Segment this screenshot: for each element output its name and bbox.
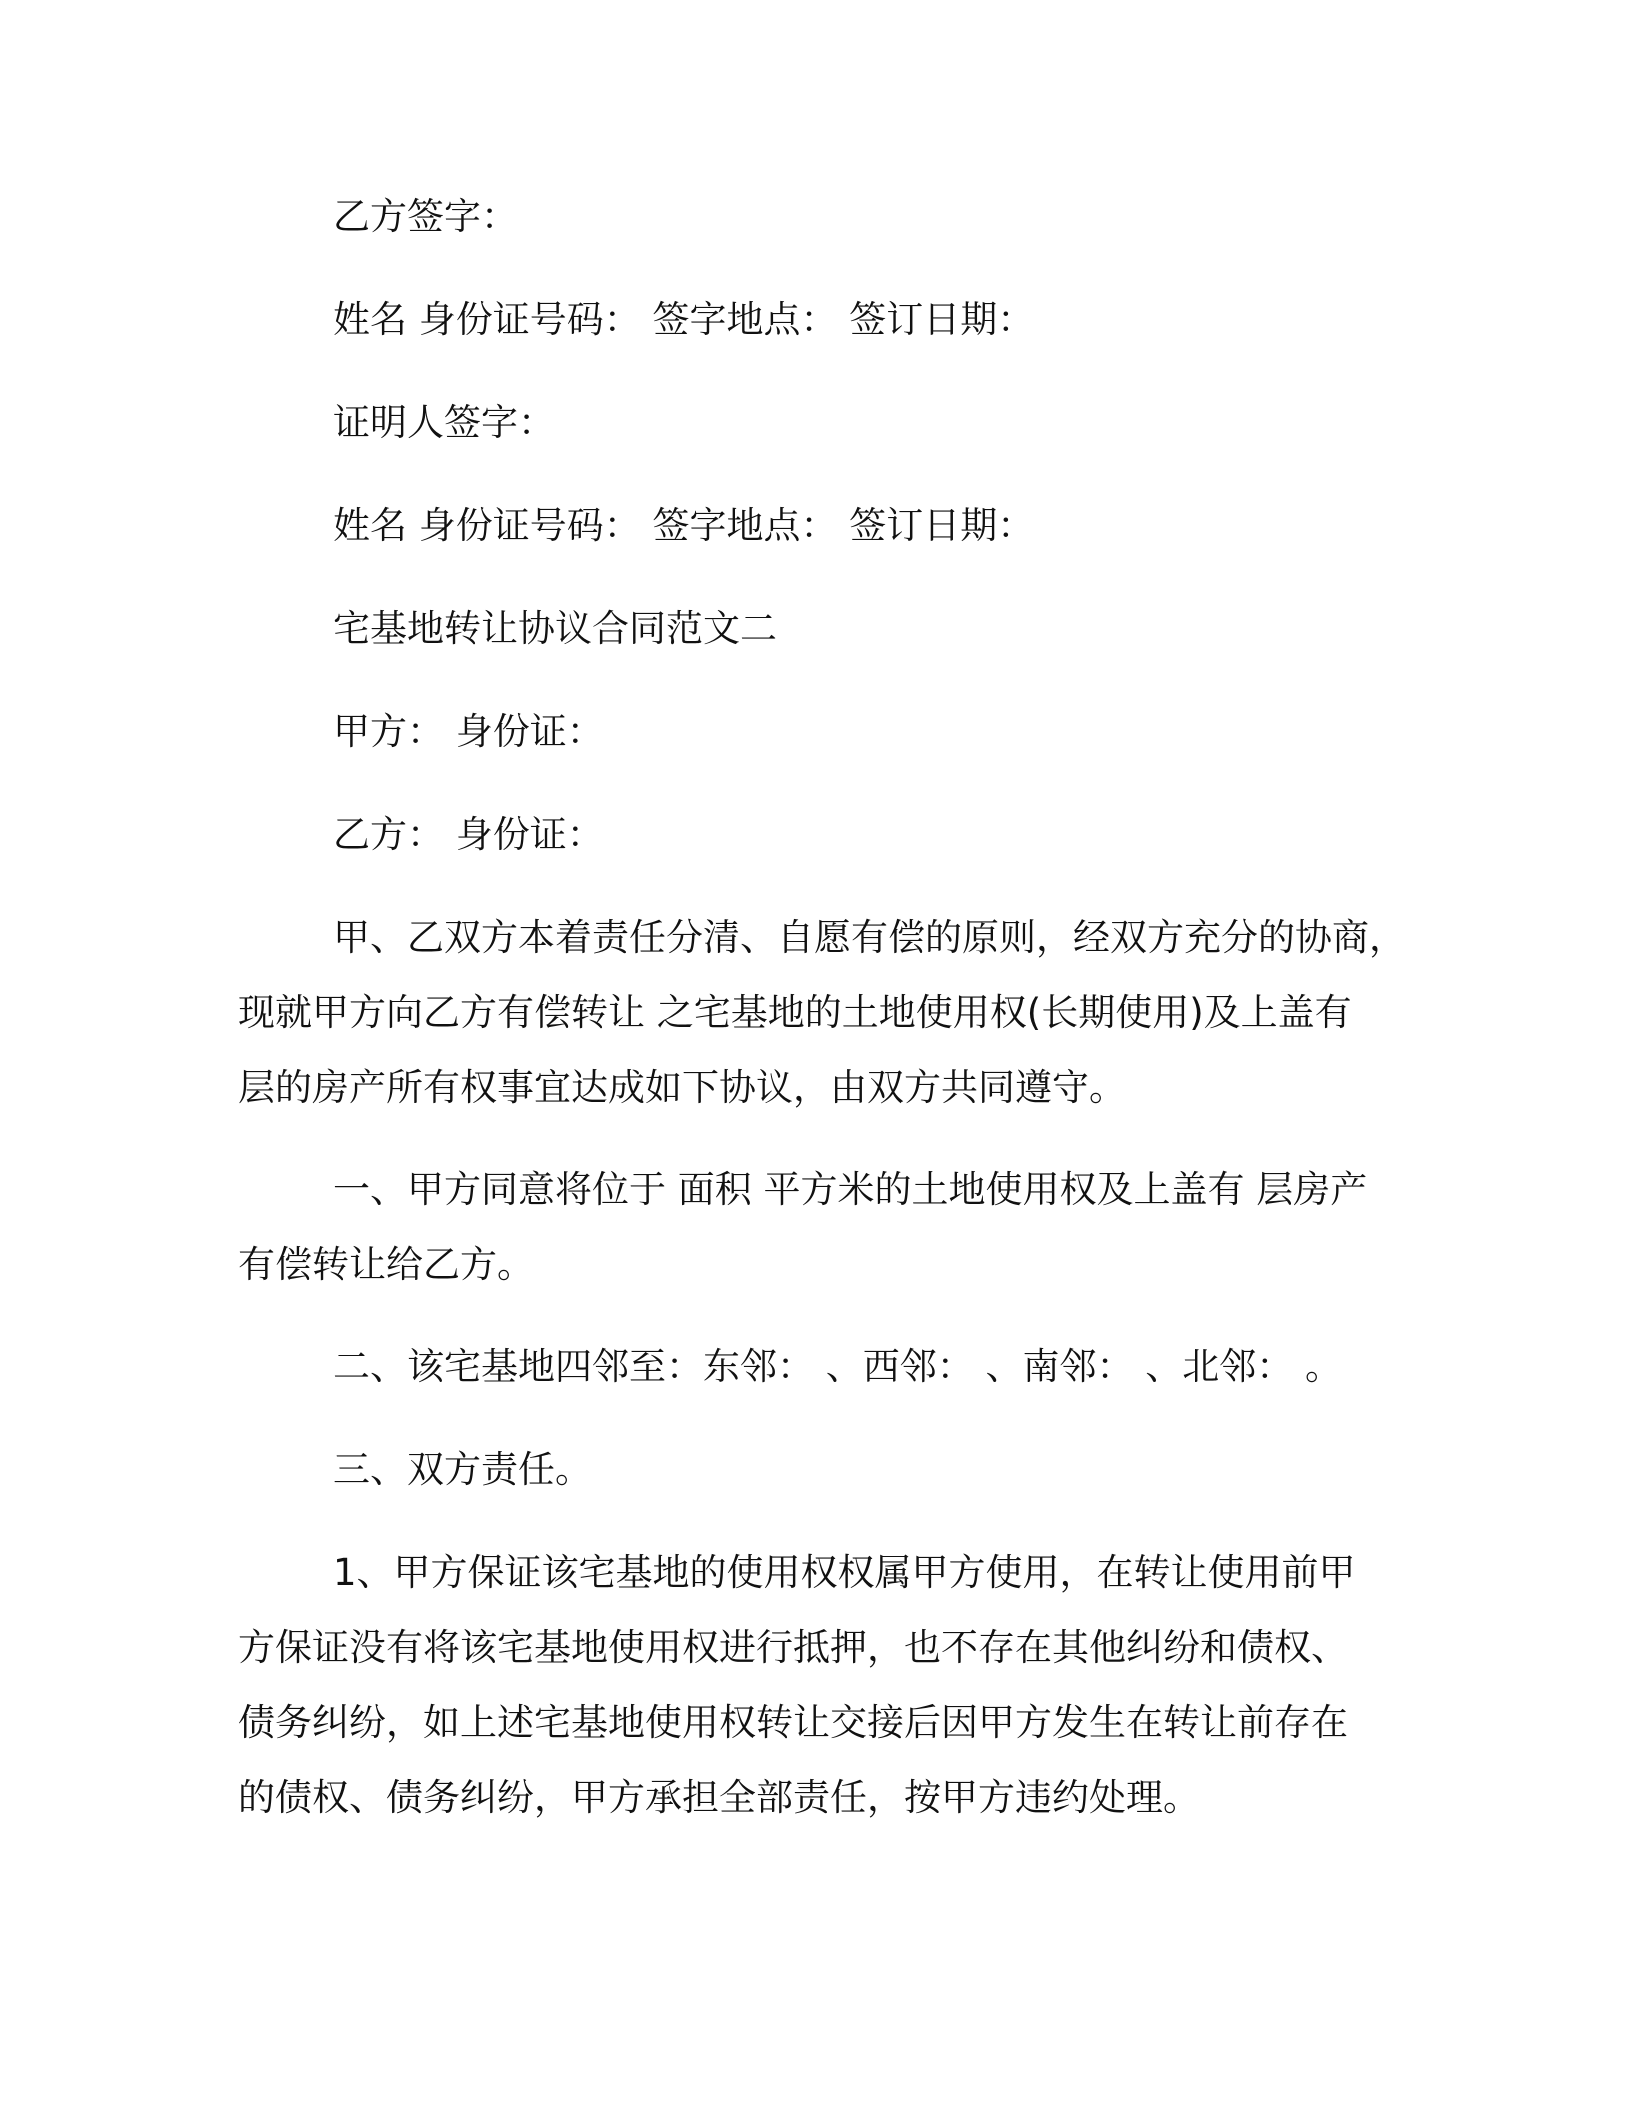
witness-signature-label: 证明人签字： — [333, 401, 555, 444]
clause-2-line: 二、该宅基地四邻至：东邻： 、西邻： 、南邻： 、北邻： 。 — [333, 1345, 1343, 1388]
clause-3-1-line-2: 方保证没有将该宅基地使用权进行抵押，也不存在其他纠纷和债权、 — [238, 1626, 1348, 1669]
clause-1-line-2: 有偿转让给乙方。 — [238, 1243, 534, 1286]
party-b-signature-label: 乙方签字： — [333, 195, 518, 238]
party-b-signature-fields: 姓名 身份证号码： 签字地点： 签订日期： — [333, 298, 1035, 341]
party-a-line: 甲方： 身份证： — [333, 710, 604, 753]
preamble-line-2: 现就甲方向乙方有偿转让 之宅基地的土地使用权(长期使用)及上盖有 — [238, 991, 1352, 1034]
clause-3-heading: 三、双方责任。 — [333, 1448, 592, 1491]
preamble-line-3: 层的房产所有权事宜达成如下协议，由双方共同遵守。 — [238, 1066, 1126, 1109]
witness-signature-fields: 姓名 身份证号码： 签字地点： 签订日期： — [333, 504, 1035, 547]
clause-3-1-line-1: 1、甲方保证该宅基地的使用权权属甲方使用，在转让使用前甲 — [333, 1551, 1356, 1594]
clause-1-line-1: 一、甲方同意将位于 面积 平方米的土地使用权及上盖有 层房产 — [333, 1168, 1368, 1211]
clause-3-1-line-4: 的债权、债务纠纷，甲方承担全部责任，按甲方违约处理。 — [238, 1776, 1200, 1819]
clause-3-1-line-3: 债务纠纷，如上述宅基地使用权转让交接后因甲方发生在转让前存在 — [238, 1701, 1348, 1744]
preamble-line-1: 甲、乙双方本着责任分清、自愿有偿的原则，经双方充分的协商， — [333, 916, 1406, 959]
section-title: 宅基地转让协议合同范文二 — [333, 607, 777, 650]
party-b-line: 乙方： 身份证： — [333, 813, 604, 856]
